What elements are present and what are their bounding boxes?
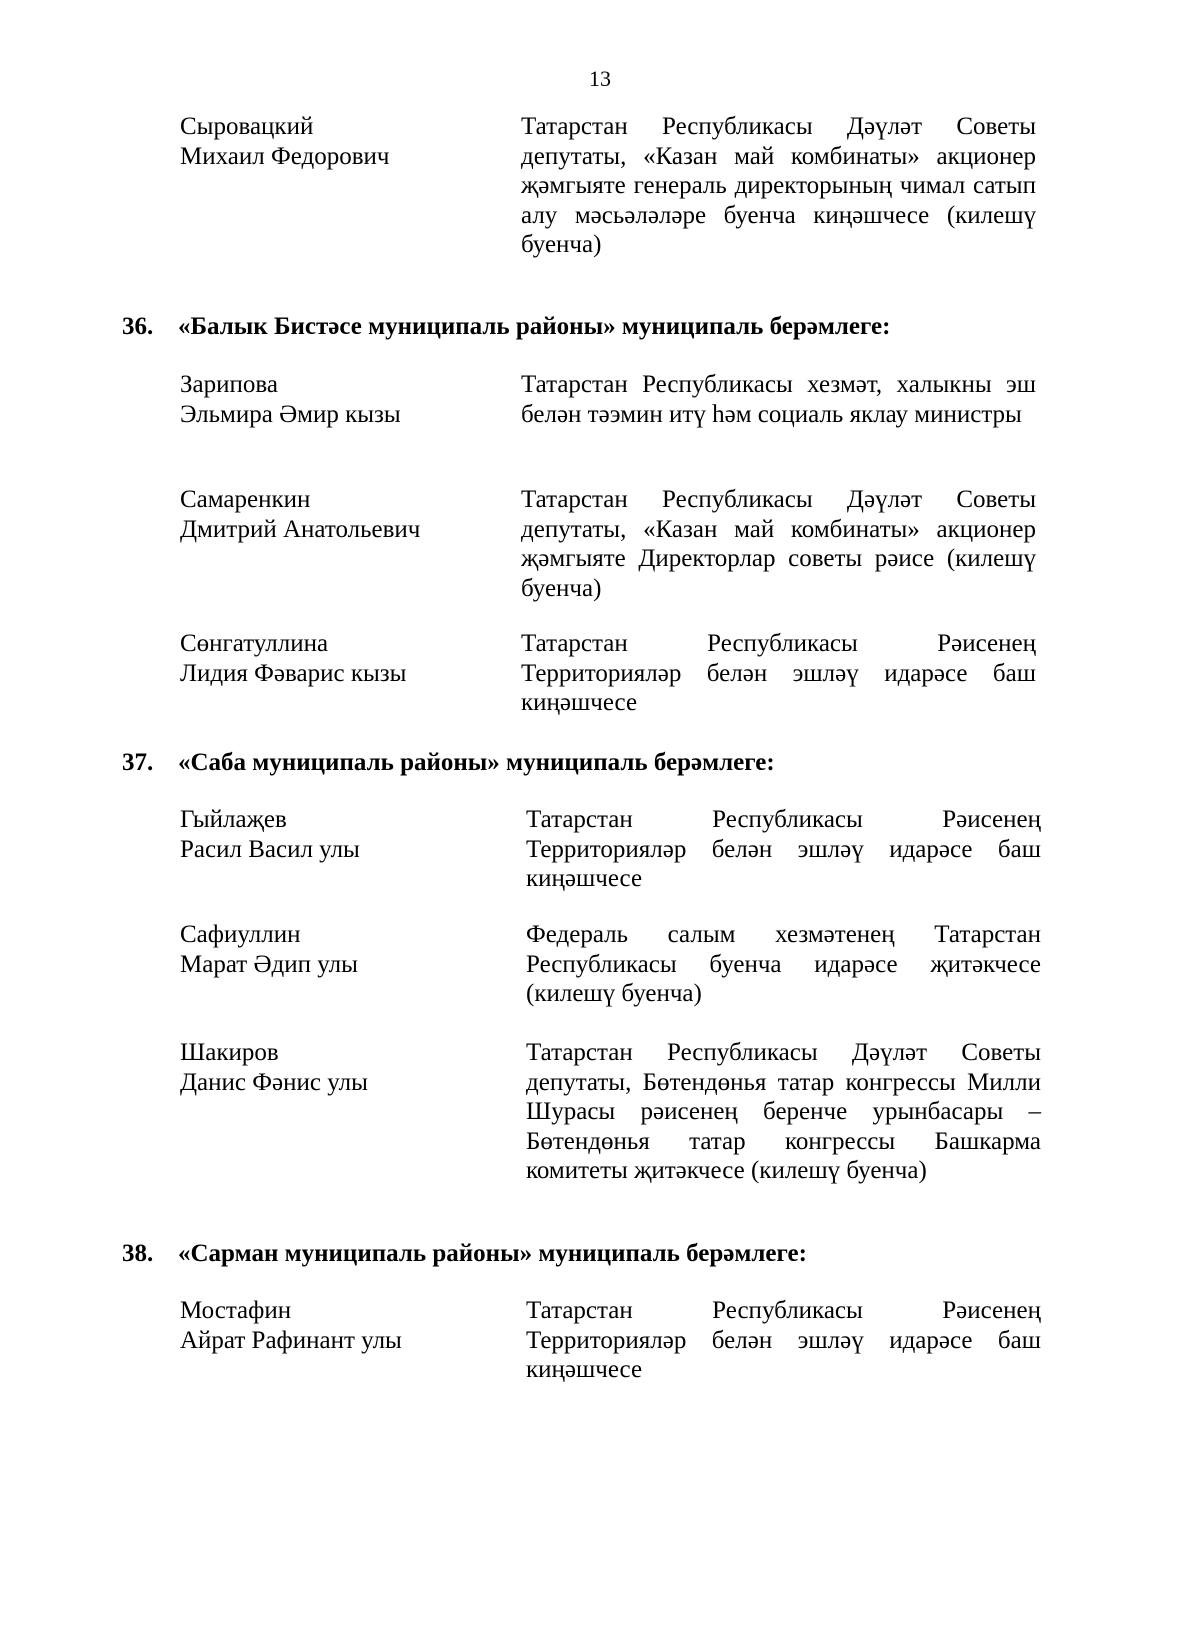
member-position: Татарстан Республикасы Дәүләт Советы депутаты, Бөтендөнья татар конгрессы Милли Шурасы рәисенең беренче урынбасары – Бөтендөнья татар конгрессы Башкарма комитеты җитәкчесе (килешү буенча) (526, 1039, 1041, 1184)
member-position: Татарстан Республикасы Дәүләт Советы депутаты, «Казан май комбинаты» акционер җәмгыяте генераль директорының чимал сатып алу мәсьәләләре буенча киңәшчесе (килешү буенча) (521, 113, 1036, 258)
section-title: «Саба муниципаль районы» муниципаль берәмлеге: (178, 749, 775, 776)
member-given-name: Данис Фәнис улы (180, 1068, 368, 1096)
member-position: Татарстан Республикасы хезмәт, халыкны эш белән тәэмин итү һәм социаль яклау министры (521, 371, 1036, 428)
member-given-name: Эльмира Әмир кызы (180, 400, 401, 428)
member-given-name: Расил Васил улы (180, 835, 360, 863)
member-position: Федераль салым хезмәтенең Татарстан Республикасы буенча идарәсе җитәкчесе (килешү буенча) (526, 921, 1041, 1007)
section-title: «Балык Бистәсе муниципаль районы» муниципаль берәмлеге: (178, 313, 891, 340)
member-position: Татарстан Республикасы Рәисенең Территорияләр белән эшләү идарәсе баш киңәшчесе (526, 1297, 1041, 1383)
member-position: Татарстан Республикасы Дәүләт Советы депутаты, «Казан май комбинаты» акционер җәмгыяте Директорлар советы рәисе (килешү буенча) (521, 486, 1036, 602)
member-given-name: Дмитрий Анатольевич (180, 515, 421, 543)
member-surname: Сафиуллин (180, 921, 301, 948)
member-given-name: Михаил Федорович (180, 142, 390, 170)
member-name (180, 370, 500, 429)
member-name (180, 112, 500, 171)
section-number: 37. (122, 749, 154, 776)
member-position: Татарстан Республикасы Рәисенең Территорияләр белән эшләү идарәсе баш киңәшчесе (521, 630, 1036, 716)
member-surname: Шакиров (180, 1039, 279, 1066)
member-surname: Мостафин (180, 1297, 292, 1324)
member-name (180, 920, 500, 979)
section-title: «Сарман муниципаль районы» муниципаль берәмлеге: (178, 1240, 807, 1267)
member-position: Татарстан Республикасы Рәисенең Территорияләр белән эшләү идарәсе баш киңәшчесе (526, 806, 1041, 892)
member-name (180, 629, 500, 688)
section-heading-36 (122, 313, 1082, 341)
member-name (180, 485, 500, 544)
section-number: 38. (122, 1240, 154, 1267)
section-number: 36. (122, 313, 154, 340)
member-given-name: Айрат Рафинант улы (180, 1326, 402, 1354)
member-name (180, 1038, 500, 1097)
page-number: 13 (589, 66, 611, 91)
member-given-name: Марат Әдип улы (180, 950, 358, 978)
section-heading-38 (122, 1240, 1082, 1268)
member-name (180, 805, 500, 864)
member-name (180, 1296, 500, 1355)
member-surname: Сөнгатуллина (180, 630, 329, 657)
member-surname: Сыровацкий (180, 113, 314, 140)
member-surname: Зарипова (180, 371, 278, 398)
member-given-name: Лидия Фәварис кызы (180, 659, 407, 687)
section-heading-37 (122, 749, 1082, 777)
member-surname: Гыйлаҗев (180, 806, 287, 833)
member-surname: Самаренкин (180, 486, 311, 513)
